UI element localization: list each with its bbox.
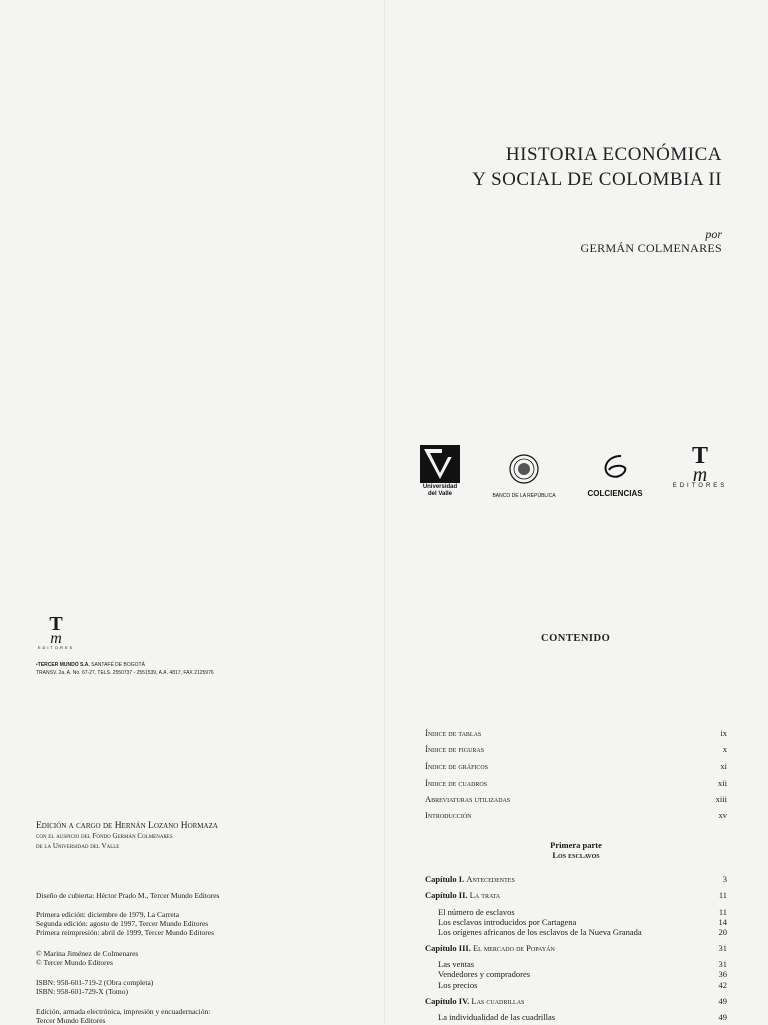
univalle-label-1: Universidad <box>422 484 458 490</box>
toc-chapter <box>425 943 727 954</box>
toc-entry-page: 42 <box>718 980 727 990</box>
chapter-number: Capítulo IV. <box>425 996 470 1006</box>
chapter-number: Capítulo I. <box>425 874 465 884</box>
tm-letter-m: m <box>692 464 708 486</box>
colciencias-logo <box>585 452 645 498</box>
publisher-block: •TERCER MUNDO S.A. SANTAFÉ DE BOGOTÁ TRANSV. 2a. A. No. 67-27, TELS. 2550737 - 2551539, A.A. 4817, FAX 2125976 <box>36 662 214 676</box>
printing-block <box>36 1007 210 1025</box>
toc-entry-page: 14 <box>718 917 727 927</box>
banco-label: BANCO DE LA REPÚBLICA <box>492 493 556 499</box>
edition-history <box>36 910 214 937</box>
title-line-1: HISTORIA ECONÓMICA <box>505 144 722 165</box>
toc-entry-page: 11 <box>718 890 727 900</box>
colophon-logo <box>36 615 76 650</box>
isbn-line: ISBN: 958-601-729-X (Tomo) <box>36 987 128 996</box>
printing-line: Edición, armada electrónica, impresión y encuadernación: <box>36 1007 211 1016</box>
toc-entry-page: xi <box>720 761 727 771</box>
toc-entry-page: 11 <box>718 907 727 917</box>
edition-editor: Edición a cargo de Hernán Lozano Hormaza <box>36 821 218 831</box>
part-heading <box>425 840 727 860</box>
toc-chapter <box>425 996 727 1007</box>
toc-entry-page: 31 <box>718 943 727 953</box>
edition-line: Segunda edición: agosto de 1997, Tercer Mundo Editores <box>36 919 209 928</box>
toc-entry-page: 49 <box>718 1012 727 1022</box>
toc-entry-label: Índice de cuadros <box>425 778 488 788</box>
part-title: Los esclavos <box>552 850 600 860</box>
toc-subentry-label: Los precios <box>438 980 478 990</box>
toc-subentry <box>438 927 727 938</box>
toc-entry-page: 20 <box>718 927 727 937</box>
title-line-2: Y SOCIAL DE COLOMBIA II <box>472 169 722 190</box>
banco-republica-logo <box>489 454 559 499</box>
edition-line: Primera reimpresión: abril de 1999, Tercer Mundo Editores <box>36 928 215 937</box>
colciencias-label: COLCIENCIAS <box>587 489 643 498</box>
tm-editores: EDITORES <box>672 483 728 489</box>
toc-chapter <box>425 874 727 885</box>
edition-credits <box>36 821 218 851</box>
toc-subentry-label: Los orígenes africanos de los esclavos de la Nueva Granada <box>438 927 642 937</box>
chapter-title: El mercado de Popayán <box>472 943 555 953</box>
edition-line: Primera edición: diciembre de 1979, La Carreta <box>36 910 180 919</box>
cover-design-credit: Diseño de cubierta: Héctor Prado M., Tercer Mundo Editores <box>36 891 220 900</box>
toc-entry <box>425 778 727 789</box>
book-title <box>472 142 722 192</box>
toc-subentry-label: El número de esclavos <box>438 907 515 917</box>
toc-entry-page: xii <box>718 778 727 788</box>
toc-entry-label: Abreviaturas utilizadas <box>425 794 511 804</box>
by-label: por <box>705 227 722 241</box>
copyright-block <box>36 949 138 967</box>
toc-entry-page: ix <box>720 728 727 738</box>
univalle-emblem-icon <box>420 445 460 483</box>
colciencias-mark-icon <box>595 452 635 482</box>
tercer-mundo-logo <box>670 445 730 489</box>
univalle-label-2: del Valle <box>427 491 452 497</box>
chapter-title: Las cuadrillas <box>471 996 525 1006</box>
page-gutter <box>384 0 385 1024</box>
toc-entry-label: Índice de gráficos <box>425 761 489 771</box>
author-name: GERMÁN COLMENARES <box>580 241 722 255</box>
toc-entry-page: 3 <box>722 874 727 884</box>
toc-entry <box>425 794 727 805</box>
toc-entry-page: xv <box>718 810 727 820</box>
toc-subentry <box>438 969 727 980</box>
toc-subentry <box>438 1012 727 1023</box>
part-number: Primera parte <box>550 840 602 850</box>
publisher-address: TRANSV. 2a. A. No. 67-27, TELS. 2550737 - 2551539, A.A. 4817, FAX 2125976 <box>36 670 214 676</box>
contents-heading: CONTENIDO <box>541 633 611 644</box>
toc-entry <box>425 728 727 739</box>
toc-entry <box>425 744 727 755</box>
toc-subentry-label: La individualidad de las cuadrillas <box>438 1012 556 1022</box>
publisher-name: TERCER MUNDO S.A. <box>37 662 90 668</box>
isbn-line: ISBN: 958-601-719-2 (Obra completa) <box>36 978 154 987</box>
chapter-title: La trata <box>469 890 501 900</box>
chapter-number: Capítulo II. <box>425 890 468 900</box>
edition-sponsor: con el auspicio del Fondo Germán Colmenares <box>36 832 173 840</box>
colophon-letter-m: m <box>50 630 62 647</box>
isbn-block <box>36 978 153 996</box>
chapter-number: Capítulo III. <box>425 943 471 953</box>
tm-letter-t: T <box>691 443 708 469</box>
copyright-line: © Tercer Mundo Editores <box>36 958 113 967</box>
chapter-title: Antecedentes <box>466 874 515 884</box>
toc-subentry <box>438 980 727 991</box>
toc-entry-label: Índice de figuras <box>425 744 485 754</box>
toc-entry-page: 49 <box>718 996 727 1006</box>
toc-entry <box>425 810 727 821</box>
toc-subentry-label: Las ventas <box>438 959 475 969</box>
toc-entry <box>425 761 727 772</box>
edition-university: de la Universidad del Valle <box>36 842 120 850</box>
toc-entry-label: Introducción <box>425 810 472 820</box>
toc-entry-label: Índice de tablas <box>425 728 482 738</box>
publisher-city: SANTAFÉ DE BOGOTÁ <box>91 662 145 668</box>
printing-line: Tercer Mundo Editores <box>36 1016 106 1025</box>
toc-entry-page: 31 <box>718 959 727 969</box>
toc-entry-page: xiii <box>715 794 727 804</box>
toc-chapter <box>425 890 727 901</box>
toc-subentry-label: Vendedores y compradores <box>438 969 531 979</box>
colophon-editores: EDITORES <box>37 645 75 650</box>
colophon-letter-t: T <box>49 613 63 635</box>
toc-entry-page: 36 <box>718 969 727 979</box>
toc-entry-page: x <box>722 744 727 754</box>
univalle-logo <box>420 445 460 498</box>
copyright-line: © Marina Jiménez de Colmenares <box>36 949 139 958</box>
toc-subentry-label: Los esclavos introducidos por Cartagena <box>438 917 577 927</box>
seal-icon <box>509 454 539 484</box>
